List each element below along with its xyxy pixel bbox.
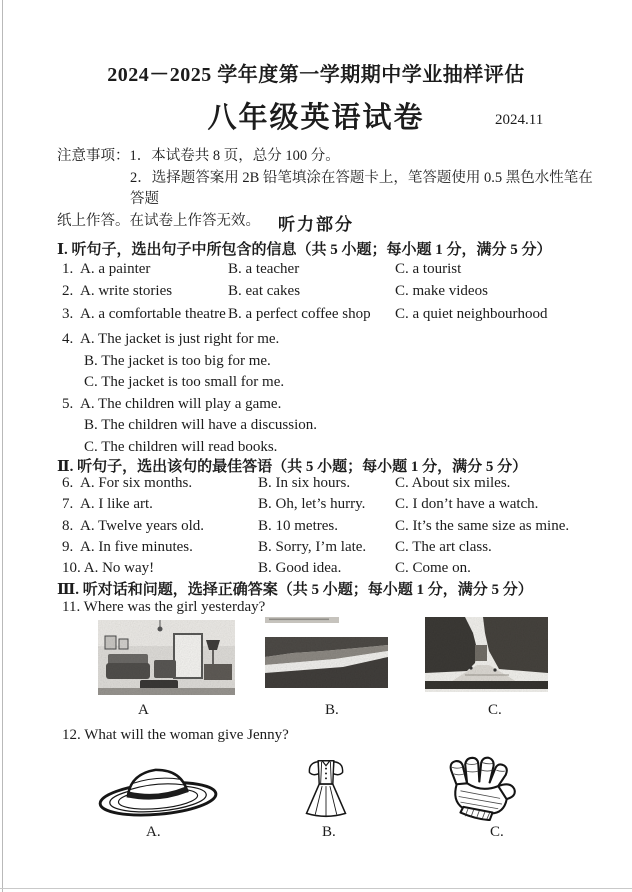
question-5-option-b: B. The children will have a discussion. [84, 417, 318, 434]
question-row-1 [62, 261, 607, 283]
q11-label-a: A [138, 702, 149, 718]
question-4-option-a: 4. A. The jacket is just right for me. [62, 329, 582, 351]
question-number: 5. [62, 395, 74, 412]
section1-heading: Ⅰ. 听句子，选出句子中所包含的信息（共 5 小题；每小题 1 分，满分 5 分） [57, 242, 552, 258]
question-12-text: 12. What will the woman give Jenny? [62, 727, 289, 743]
question-row-9 [62, 539, 607, 560]
option-c: C. a quiet neighbourhood [395, 305, 548, 322]
q12-image-c-glove [444, 755, 526, 821]
option-b: B. Sorry, I’m late. [258, 538, 367, 555]
q12-label-c: C. [490, 824, 504, 840]
q12-image-b-dress [289, 756, 363, 824]
question-number: 4. [62, 331, 74, 347]
option-b: B. a perfect coffee shop [228, 305, 371, 322]
option-c: C. I don’t have a watch. [395, 496, 539, 513]
question-number: 8. [62, 517, 74, 534]
question-row-2 [62, 283, 607, 305]
option-a: A. For six months. [80, 475, 193, 491]
question-11-text: 11. Where was the girl yesterday? [62, 599, 266, 615]
notice-line-2: 2．选择题答案用 2B 铅笔填涂在答题卡上，笔答题使用 0.5 黑色水性笔在答题 [130, 169, 593, 207]
question-row-8 [62, 518, 607, 539]
option-b: B. a teacher [228, 261, 300, 277]
q12-label-b: B. [322, 824, 336, 840]
question-number: 2. [62, 283, 74, 300]
section1-rows [62, 261, 607, 328]
question-number: 9. [62, 538, 74, 555]
option-c: C. It’s the same size as mine. [395, 517, 570, 534]
exam-date: 2024.11 [495, 112, 544, 128]
exam-subtitle: 八年级英语试卷 [207, 102, 425, 134]
question-5-option-a: 5. A. The children will play a game. [62, 394, 582, 416]
option-a: A. In five minutes. [80, 538, 193, 555]
option-c: C. a tourist [395, 261, 462, 277]
option-a: A. a painter [80, 261, 151, 277]
notice-line-3: 纸上作答。在试卷上作答无效。 [57, 212, 260, 229]
section2-heading: Ⅱ. 听句子，选出该句的最佳答语（共 5 小题；每小题 1 分，满分 5 分） [57, 459, 528, 475]
option-a: A. No way! [83, 560, 155, 577]
question-row-6 [62, 475, 607, 496]
option-c: C. The art class. [395, 538, 492, 555]
q11-image-a-living-room [98, 620, 235, 695]
option-a: A. I like art. [80, 496, 153, 513]
question-5-option-c: C. The children will read books. [84, 438, 278, 455]
section3-heading: Ⅲ. 听对话和问题，选择正确答案（共 5 小题；每小题 1 分，满分 5 分） [57, 582, 533, 598]
option-b: B. Good idea. [258, 560, 342, 577]
option-a: A. Twelve years old. [80, 517, 205, 534]
q11-image-c-tree-lined-path [425, 617, 548, 692]
option-c: C. Come on. [395, 560, 471, 577]
option-b: B. eat cakes [228, 283, 301, 300]
question-number: 1. [62, 261, 74, 277]
question-number: 7. [62, 496, 74, 513]
question-number: 6. [62, 475, 74, 491]
q11-label-c: C. [488, 702, 502, 718]
option-a: A. write stories [80, 283, 173, 300]
question-4-option-c: C. The jacket is too small for me. [84, 374, 285, 391]
scan-edge-bottom [0, 888, 632, 889]
question-4-option-b: B. The jacket is too big for me. [84, 352, 271, 369]
question-row-3 [62, 306, 607, 328]
q12-label-a: A. [146, 824, 161, 840]
notice-line-1: 注意事项：1．本试卷共 8 页，总分 100 分。 [57, 148, 340, 164]
question-number: 3. [62, 305, 74, 322]
listening-part-header: 听力部分 [278, 215, 354, 234]
option-b: B. In six hours. [258, 475, 351, 491]
section1-stacked-questions [62, 329, 582, 459]
option-c: C. About six miles. [395, 475, 511, 491]
option-b: B. Oh, let’s hurry. [258, 496, 366, 513]
q11-image-b-beach [265, 615, 388, 688]
option-c: C. make videos [395, 283, 488, 300]
question-number: 10. [62, 560, 81, 577]
q11-label-b: B. [325, 702, 339, 718]
q12-image-a-straw-hat [93, 762, 225, 822]
exam-title: 2024－2025 学年度第一学期期中学业抽样评估 [107, 64, 525, 86]
section2-rows [62, 475, 607, 581]
option-b: B. 10 metres. [258, 517, 338, 534]
option-a: A. a comfortable theatre [80, 305, 226, 322]
question-row-7 [62, 496, 607, 517]
